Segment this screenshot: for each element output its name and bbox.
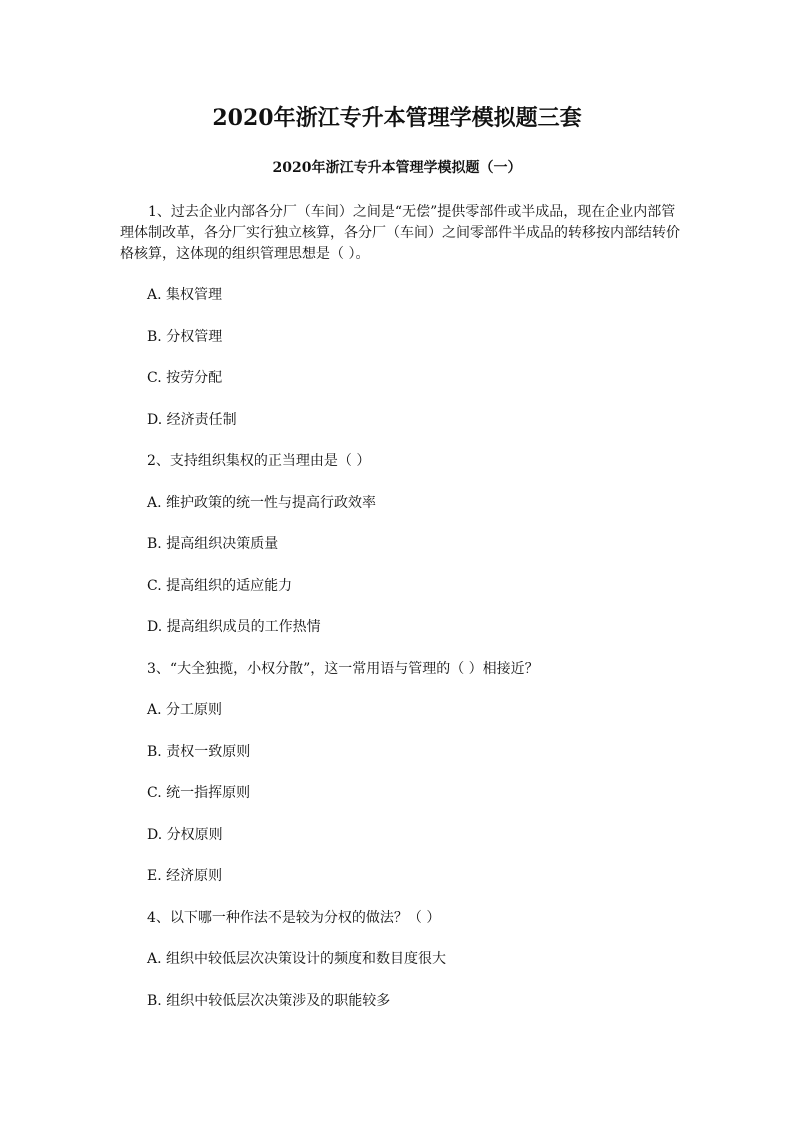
question-4-stem: 4、以下哪一种作法不是较为分权的做法？（ ） [147, 910, 441, 926]
question-1-option-a: A. 集权管理 [147, 287, 223, 303]
question-1-stem: 1、过去企业内部各分厂（车间）之间是“无偿”提供零部件或半成品，现在企业内部管理体制改革，各分厂实行独立核算，各分厂（车间）之间零部件半成品的转移按内部结转价格核算，这体现的组织管理思想是（ ）。 [120, 204, 680, 262]
question-3-option-e: E. 经济原则 [147, 868, 223, 884]
section-title: 2020年浙江专升本管理学模拟题（一） [272, 160, 522, 176]
question-3-option-a: A. 分工原则 [147, 702, 223, 718]
question-3-option-d: D. 分权原则 [147, 827, 223, 843]
question-2-option-d: D. 提高组织成员的工作热情 [147, 619, 321, 635]
question-3-option-c: C. 统一指挥原则 [147, 785, 251, 801]
question-1-option-b: B. 分权管理 [147, 329, 223, 345]
question-3-stem: 3、“大全独揽，小权分散”，这一常用语与管理的（ ）相接近？ [147, 661, 539, 677]
question-3-option-b: B. 责权一致原则 [147, 744, 251, 760]
question-2-stem: 2、支持组织集权的正当理由是（ ） [147, 453, 371, 469]
question-2-option-c: C. 提高组织的适应能力 [147, 578, 293, 594]
question-4-option-a: A. 组织中较低层次决策设计的频度和数目度很大 [147, 951, 447, 967]
question-2-option-a: A. 维护政策的统一性与提高行政效率 [147, 495, 377, 511]
question-2-option-b: B. 提高组织决策质量 [147, 536, 279, 552]
question-4-option-b: B. 组织中较低层次决策涉及的职能较多 [147, 993, 391, 1009]
question-1-option-d: D. 经济责任制 [147, 412, 237, 428]
document-title: 2020年浙江专升本管理学模拟题三套 [212, 105, 582, 131]
question-1-option-c: C. 按劳分配 [147, 370, 223, 386]
